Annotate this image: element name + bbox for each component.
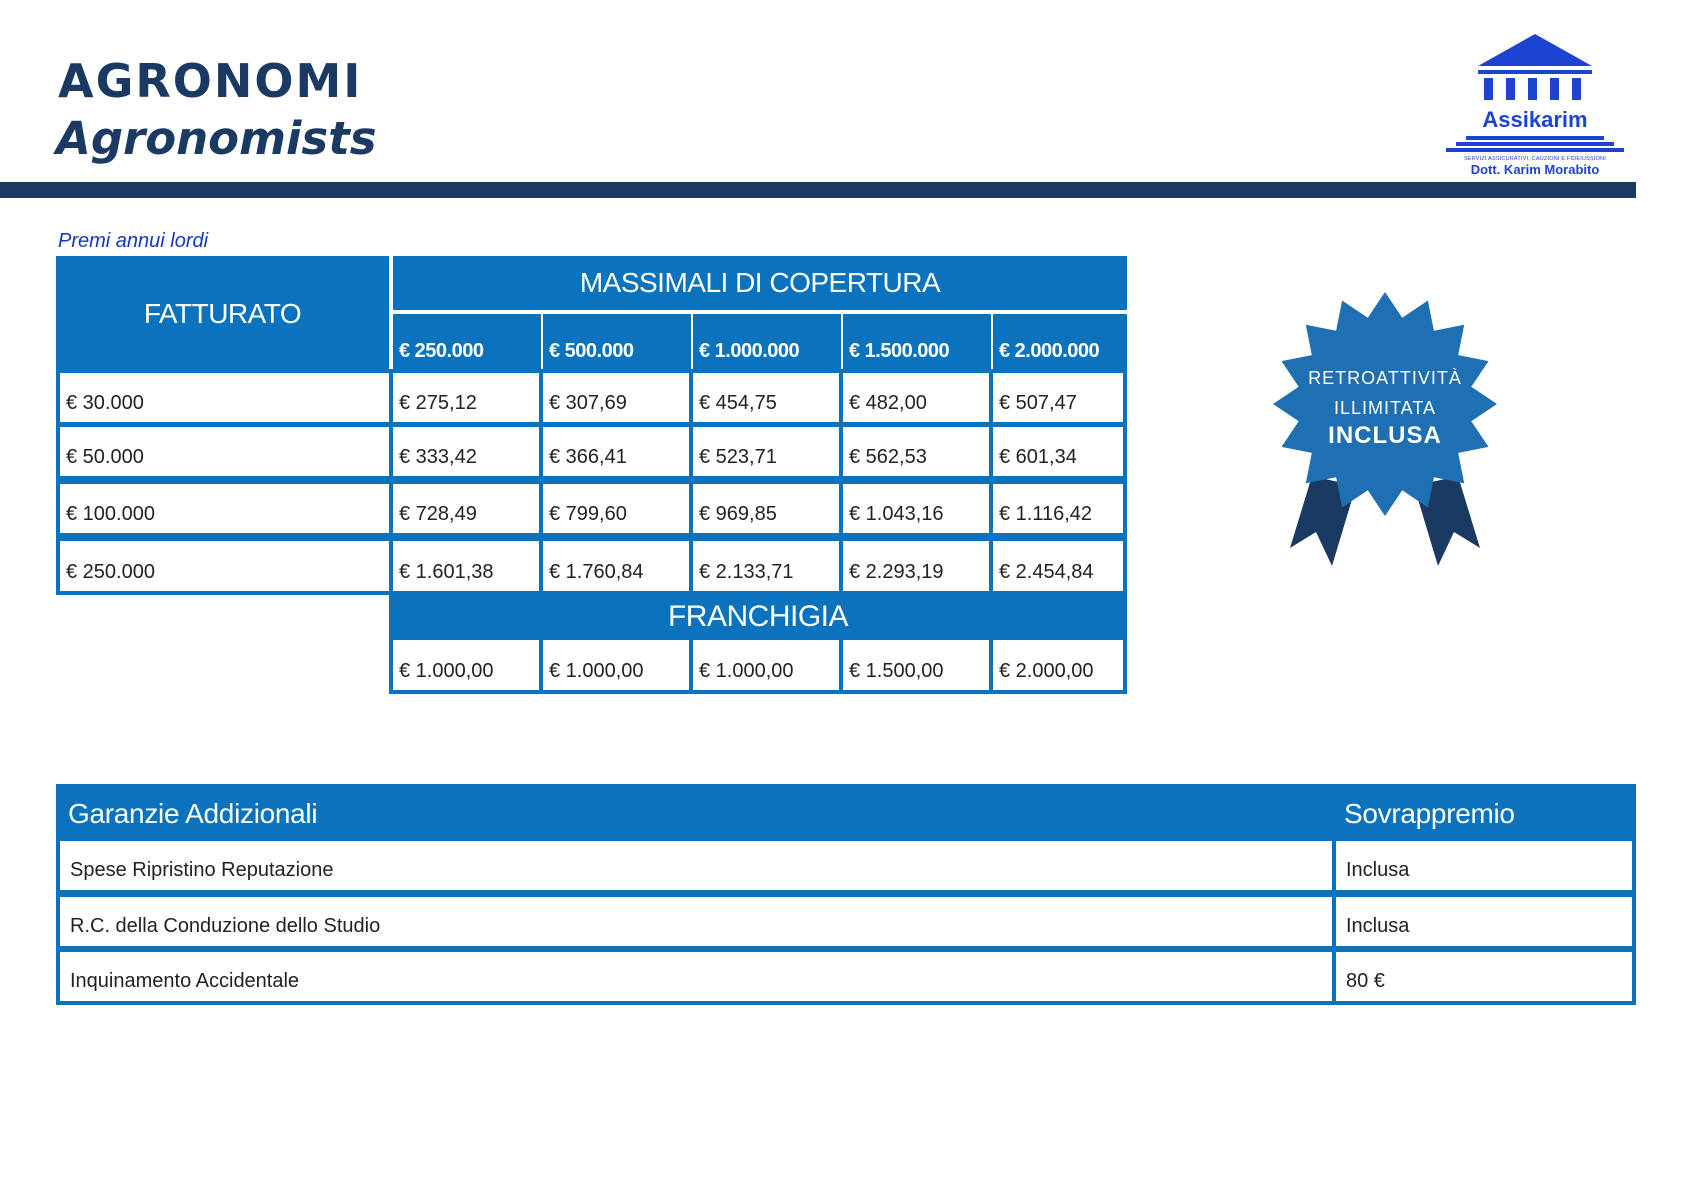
surcharge-cell: Inclusa <box>1332 837 1636 894</box>
premium-cell: € 2.454,84 <box>989 537 1127 595</box>
assikarim-logo <box>1432 32 1638 178</box>
premium-cell: € 507,47 <box>989 369 1127 426</box>
surcharge-cell: 80 € <box>1332 948 1636 1005</box>
limit-header-2: € 500.000 <box>543 314 691 372</box>
deductible-cell: € 1.500,00 <box>839 636 993 694</box>
retroactivity-badge <box>1272 286 1498 572</box>
revenue-cell: € 30.000 <box>56 369 393 426</box>
premium-cell: € 454,75 <box>689 369 843 426</box>
temple-icon <box>1432 32 1638 108</box>
premium-cell: € 2.293,19 <box>839 537 993 595</box>
badge-line-2: ILLIMITATA <box>1333 398 1436 418</box>
revenue-cell: € 50.000 <box>56 423 393 480</box>
premium-cell: € 1.043,16 <box>839 480 993 537</box>
badge-line-1: RETROATTIVITÀ <box>1308 368 1462 388</box>
coverage-header: MASSIMALI DI COPERTURA <box>393 256 1127 310</box>
revenue-cell: € 250.000 <box>56 537 393 595</box>
guarantees-header: Garanzie Addizionali <box>56 784 1332 840</box>
guarantee-name-cell: R.C. della Conduzione dello Studio <box>56 893 1336 950</box>
premium-cell: € 1.601,38 <box>389 537 543 595</box>
deductible-header: FRANCHIGIA <box>389 595 1127 639</box>
limit-header-5: € 2.000.000 <box>993 314 1127 372</box>
revenue-cell: € 100.000 <box>56 480 393 537</box>
logo-tagline: SERVIZI ASSICURATIVI, CAUZIONI E FIDEIUSSIONI <box>1463 156 1607 162</box>
header-divider <box>0 182 1636 198</box>
logo-owner: Dott. Karim Morabito <box>1470 162 1600 177</box>
guarantee-name-cell: Spese Ripristino Reputazione <box>56 837 1336 894</box>
deductible-cell: € 1.000,00 <box>389 636 543 694</box>
table-caption: Premi annui lordi <box>58 230 209 252</box>
limit-header-3: € 1.000.000 <box>693 314 841 372</box>
logo-steps <box>1432 136 1638 156</box>
badge-line-3: INCLUSA <box>1328 422 1442 449</box>
guarantee-name-cell: Inquinamento Accidentale <box>56 948 1336 1005</box>
deductible-cell: € 1.000,00 <box>689 636 843 694</box>
page-title: AGRONOMI <box>58 54 363 108</box>
revenue-header: FATTURATO <box>56 256 389 372</box>
page-subtitle: Agronomists <box>56 112 377 165</box>
premium-cell: € 1.760,84 <box>539 537 693 595</box>
premium-cell: € 307,69 <box>539 369 693 426</box>
limit-header-4: € 1.500.000 <box>843 314 991 372</box>
premium-cell: € 482,00 <box>839 369 993 426</box>
premium-cell: € 275,12 <box>389 369 543 426</box>
premium-cell: € 366,41 <box>539 423 693 480</box>
surcharge-header: Sovrappremio <box>1332 784 1636 840</box>
deductible-cell: € 2.000,00 <box>989 636 1127 694</box>
premium-cell: € 1.116,42 <box>989 480 1127 537</box>
premium-cell: € 728,49 <box>389 480 543 537</box>
logo-name: Assikarim <box>1482 107 1588 132</box>
deductible-cell: € 1.000,00 <box>539 636 693 694</box>
surcharge-cell: Inclusa <box>1332 893 1636 950</box>
limit-header-1: € 250.000 <box>393 314 541 372</box>
premium-cell: € 2.133,71 <box>689 537 843 595</box>
premium-cell: € 333,42 <box>389 423 543 480</box>
premium-cell: € 523,71 <box>689 423 843 480</box>
premium-cell: € 562,53 <box>839 423 993 480</box>
premium-cell: € 799,60 <box>539 480 693 537</box>
premium-cell: € 969,85 <box>689 480 843 537</box>
premium-cell: € 601,34 <box>989 423 1127 480</box>
